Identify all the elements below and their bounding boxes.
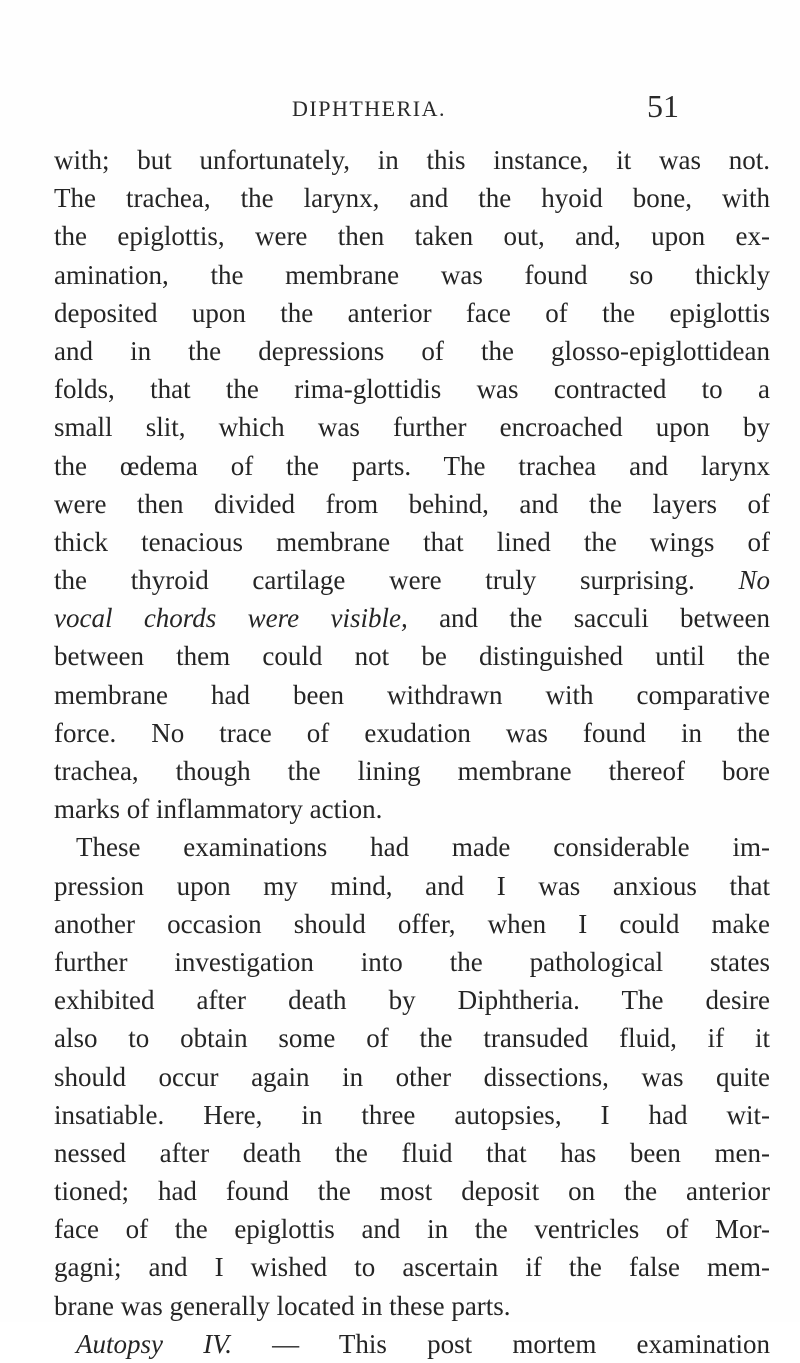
text-line: also to obtain some of the transuded fluid, if it xyxy=(54,1023,770,1054)
paragraph-start-line: These examinations had made considerable im- xyxy=(76,832,770,863)
text-line: insatiable. Here, in three autopsies, I had wit- xyxy=(54,1099,770,1130)
paragraph-end-line: marks of inflammatory action. xyxy=(54,794,383,825)
text-line: tioned; had found the most deposit on the anterior xyxy=(54,1176,770,1207)
running-title: DIPHTHERIA. xyxy=(292,96,446,121)
italic-segment: Autopsy IV. xyxy=(76,1328,232,1359)
text-line-mixed xyxy=(54,599,770,637)
text-line: nessed after death the fluid that has been men- xyxy=(54,1137,770,1168)
italic-segment: No xyxy=(738,565,770,596)
text-line: folds, that the rima-glottidis was contracted to a xyxy=(54,374,770,405)
text-line: membrane had been withdrawn with comparative xyxy=(54,679,770,710)
text-segment: the thyroid cartilage were truly surprising. xyxy=(54,565,695,596)
text-line: gagni; and I wished to ascertain if the false mem- xyxy=(54,1252,770,1283)
text-segment: — This post mortem examination xyxy=(272,1328,770,1359)
text-line: between them could not be distinguished until the xyxy=(54,641,770,672)
page-header xyxy=(292,88,772,132)
page-number: 51 xyxy=(647,88,679,124)
text-line: amination, the membrane was found so thickly xyxy=(54,259,770,290)
text-line-mixed xyxy=(54,1325,770,1363)
text-line: thick tenacious membrane that lined the wings of xyxy=(54,526,770,557)
italic-segment: vocal chords were visible, xyxy=(54,603,408,634)
text-line: trachea, though the lining membrane thereof bore xyxy=(54,756,770,786)
text-line: deposited upon the anterior face of the epiglottis xyxy=(54,297,770,328)
text-line: force. No trace of exudation was found in the xyxy=(54,717,770,748)
text-line: face of the epiglottis and in the ventricles of Mor- xyxy=(54,1214,770,1245)
text-line: further investigation into the pathological states xyxy=(54,946,770,977)
paragraph-end-line: brane was generally located in these parts. xyxy=(54,1290,511,1321)
text-line: should occur again in other dissections, was quite xyxy=(54,1061,770,1092)
text-line: were then divided from behind, and the layers of xyxy=(54,488,770,519)
text-line: exhibited after death by Diphtheria. The desire xyxy=(54,985,770,1016)
body-text xyxy=(54,141,770,1363)
text-line: and in the depressions of the glosso-epiglottidean xyxy=(54,335,770,366)
text-segment: and the sacculi between xyxy=(439,603,770,634)
text-line: with; but unfortunately, in this instance, it was not. xyxy=(54,145,770,175)
text-line: the œdema of the parts. The trachea and larynx xyxy=(54,450,770,481)
text-line: pression upon my mind, and I was anxious that xyxy=(54,870,770,901)
text-line: small slit, which was further encroached upon by xyxy=(54,412,770,443)
text-line: another occasion should offer, when I could make xyxy=(54,908,770,939)
text-line: The trachea, the larynx, and the hyoid bone, with xyxy=(54,183,770,214)
text-line: the epiglottis, were then taken out, and, upon ex- xyxy=(54,221,770,252)
text-line-mixed xyxy=(54,561,770,599)
